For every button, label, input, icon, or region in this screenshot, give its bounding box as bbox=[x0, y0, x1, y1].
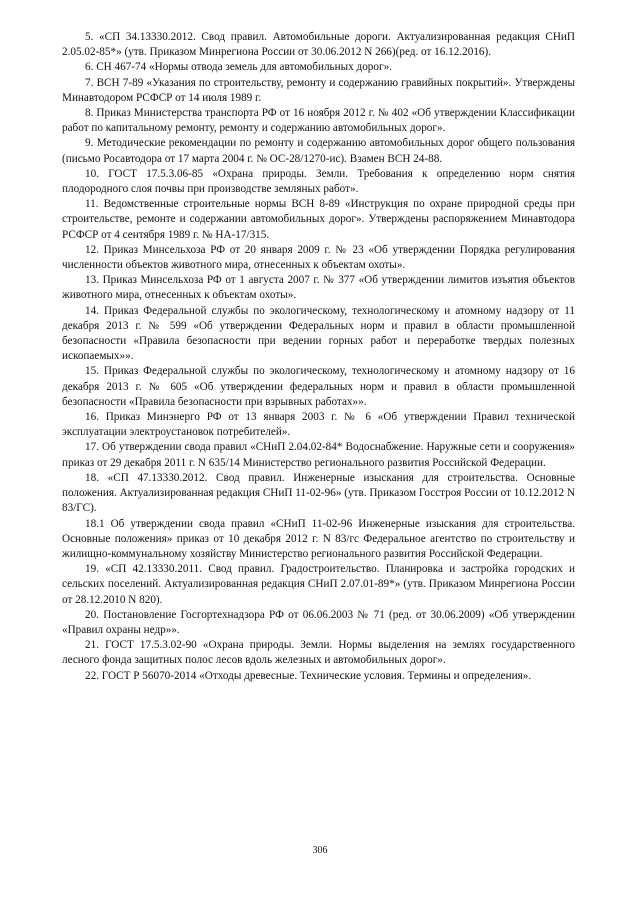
page-number: 306 bbox=[312, 845, 328, 856]
reference-item-20: 20. Постановление Госгортехнадзора РФ от 06.06.2003 № 71 (ред. от 30.06.2009) «Об утверждении «Правил охраны недр»». bbox=[62, 608, 575, 636]
reference-item-11: 11. Ведомственные строительные нормы ВСН 8-89 «Инструкция по охране природной среды при строительстве, ремонте и содержании автомобильных дорог». Утверждены распоряжением Минавтодора РСФСР от 4 сентября 1989 г. № НА-17/315. bbox=[62, 198, 575, 241]
reference-item-19: 19. «СП 42.13330.2011. Свод правил. Градостроительство. Планировка и застройка городских и сельских поселений. Актуализированная редакция СНиП 2.07.01-89*» (утв. Приказом Минрегиона России от 28.12.2010 N 820). bbox=[62, 563, 575, 606]
reference-item-5: 5. «СП 34.13330.2012. Свод правил. Автомобильные дороги. Актуализированная редакция СНиП 2.05.02-85*» (утв. Приказом Минрегиона России от 30.06.2012 N 266)(ред. от 16.12.2016). bbox=[62, 31, 575, 59]
reference-item-16: 16. Приказ Минэнерго РФ от 13 января 2003 г. № 6 «Об утверждении Правил технической эксплуатации электроустановок потребителей». bbox=[62, 411, 575, 439]
reference-item-8: 8. Приказ Министерства транспорта РФ от 16 ноября 2012 г. № 402 «Об утверждении Классификации работ по капитальному ремонту, ремонту и содержанию автомобильных дорог». bbox=[62, 107, 575, 135]
reference-item-17: 17. Об утверждении свода правил «СНиП 2.04.02-84* Водоснабжение. Наружные сети и сооружения» приказ от 29 декабря 2011 г. N 635/14 Министерство регионального развития Российской Федерации. bbox=[62, 441, 575, 469]
reference-item-22: 22. ГОСТ Р 56070-2014 «Отходы древесные. Технические условия. Термины и определения». bbox=[85, 669, 532, 682]
document-body bbox=[62, 30, 575, 684]
reference-item-21: 21. ГОСТ 17.5.3.02-90 «Охрана природы. Земли. Нормы выделения на землях государственного лесного фонда защитных полос лесов вдоль железных и автомобильных дорог». bbox=[62, 639, 575, 667]
reference-item-12: 12. Приказ Минсельхоза РФ от 20 января 2009 г. № 23 «Об утверждении Порядка регулирования численности объектов животного мира, отнесенных к объектам охоты». bbox=[62, 243, 575, 272]
reference-item-18-1: 18.1 Об утверждении свода правил «СНиП 11-02-96 Инженерные изыскания для строительства. Основные положения» приказ от 10 декабря 2012 г. N 83/гс Федеральное агентство по строительству и жилищно-коммунальному хозяйству Министерство регионального развития Российской Федерации. bbox=[62, 517, 575, 560]
reference-item-15: 15. Приказ Федеральной службы по экологическому, технологическому и атомному надзору от 16 декабря 2013 г. № 605 «Об утверждении федеральных норм и правил в области промышленной безопасности «Правила безопасности при взрывных работах»». bbox=[62, 365, 575, 408]
reference-item-18: 18. «СП 47.13330.2012. Свод правил. Инженерные изыскания для строительства. Основные положения. Актуализированная редакция СНиП 11-02-96» (утв. Приказом Госстроя России от 10.12.2012 N 83/ГС). bbox=[62, 471, 575, 515]
reference-item-7: 7. ВСН 7-89 «Указания по строительству, ремонту и содержанию гравийных покрытий». Утверждены Минавтодором РСФСР от 14 июля 1989 г. bbox=[62, 76, 575, 104]
reference-item-13: 13. Приказ Минсельхоза РФ от 1 августа 2007 г. № 377 «Об утверждении лимитов изъятия объектов животного мира, отнесенных к объектам охоты». bbox=[62, 274, 575, 302]
reference-item-6: 6. СН 467-74 «Нормы отвода земель для автомобильных дорог». bbox=[85, 61, 392, 74]
reference-item-14: 14. Приказ Федеральной службы по экологическому, технологическому и атомному надзору от 11 декабря 2013 г. № 599 «Об утверждении Федеральных норм и правил в области промышленной безопасности «Правила безопасности при ведении горных работ и переработке твердых полезных ископаемых»». bbox=[62, 304, 575, 363]
reference-item-9: 9. Методические рекомендации по ремонту и содержанию автомобильных дорог общего пользования (письмо Росавтодора от 17 марта 2004 г. № ОС-28/1270-ис). Взамен ВСН 24-88. bbox=[62, 137, 575, 165]
reference-item-10: 10. ГОСТ 17.5.3.06-85 «Охрана природы. Земли. Требования к определению норм снятия плодородного слоя почвы при производстве земляных работ». bbox=[62, 167, 575, 196]
